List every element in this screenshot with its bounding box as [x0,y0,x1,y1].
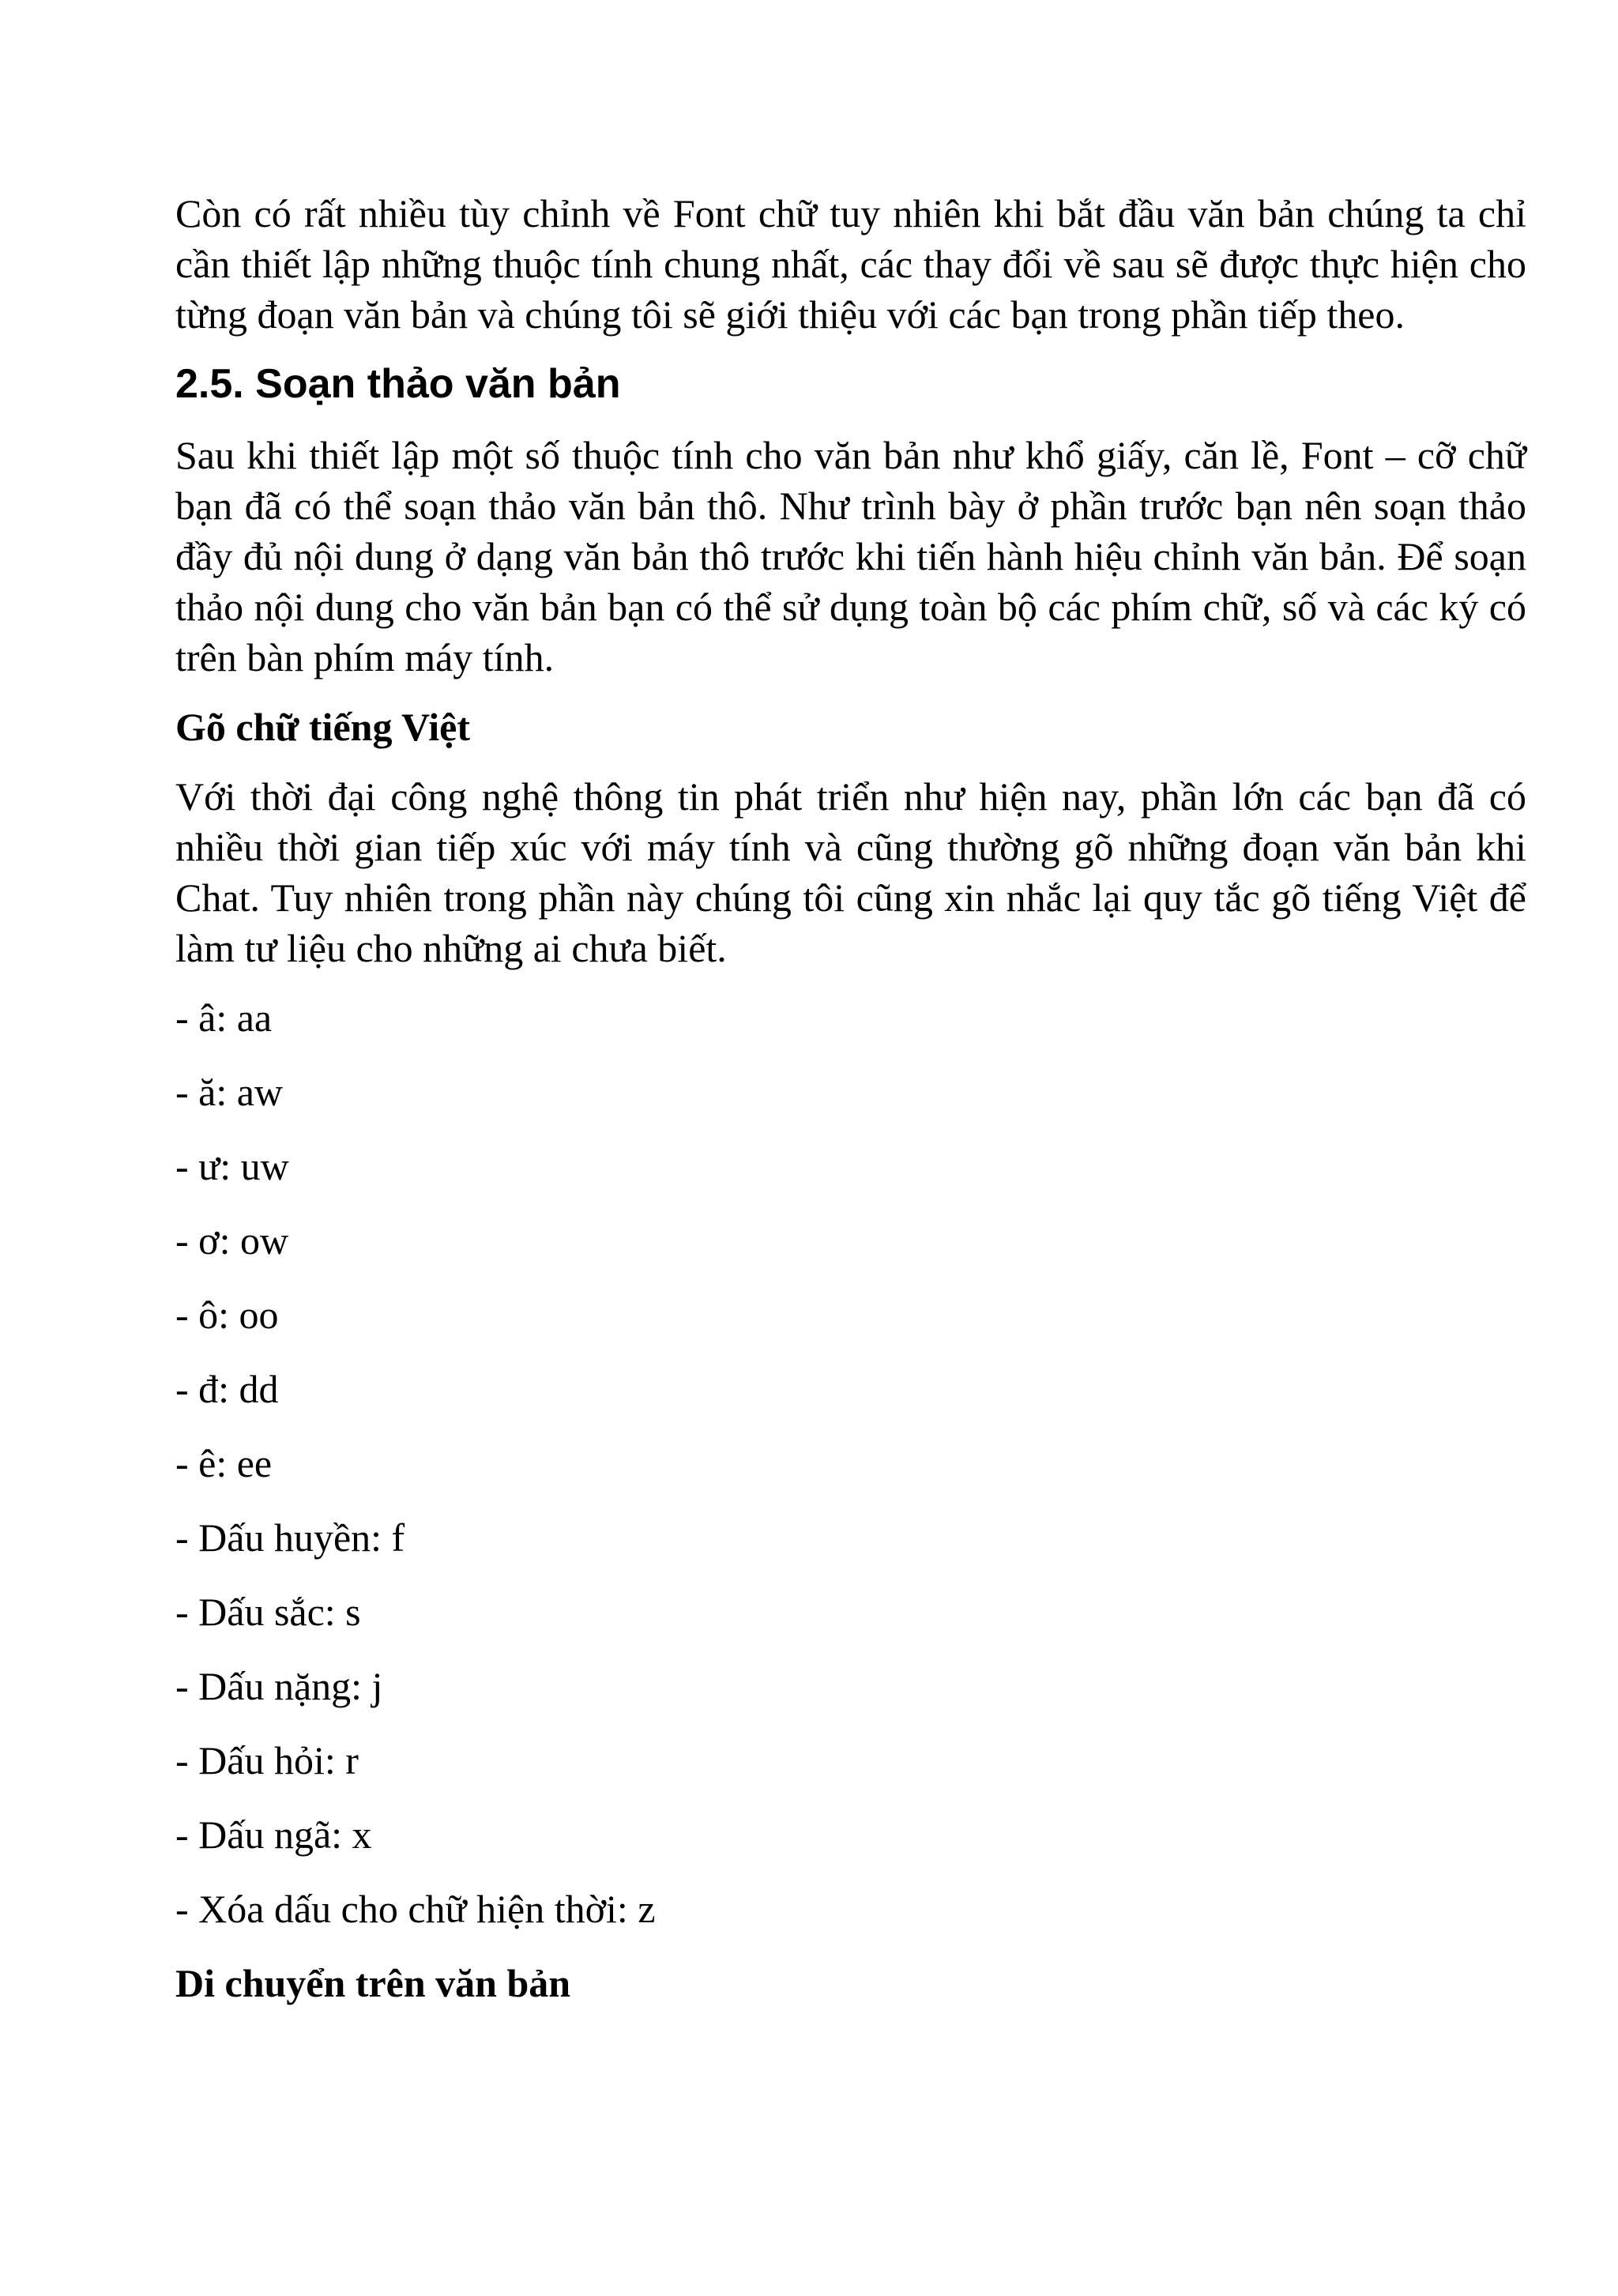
rule-item: - â: aa [175,996,273,1040]
rule-item: - đ: dd [175,1367,279,1411]
intro-paragraph: Còn có rất nhiều tùy chỉnh về Font chữ tuy nhiên khi bắt đầu văn bản chúng ta chỉ cần thiết lập những thuộc tính chung nhất, các thay đổi về sau sẽ được thực hiện cho từng đoạn văn bản và chúng tôi sẽ giới thiệu với các bạn trong phần tiếp theo. [175,191,1526,337]
navigation-heading: Di chuyển trên văn bản [175,1961,571,2005]
typing-rules-list [175,992,1526,1934]
section-paragraph: Sau khi thiết lập một số thuộc tính cho văn bản như khổ giấy, căn lề, Font – cỡ chữ bạn đã có thể soạn thảo văn bản thô. Như trình bày ở phần trước bạn nên soạn thảo đầy đủ nội dung ở dạng văn bản thô trước khi tiến hành hiệu chỉnh văn bản. Để soạn thảo nội dung cho văn bản bạn có thể sử dụng toàn bộ các phím chữ, số và các ký có trên bàn phím máy tính. [175,433,1526,679]
rule-item: - Xóa dấu cho chữ hiện thời: z [175,1887,656,1931]
rule-item: - Dấu sắc: s [175,1590,361,1634]
rule-item: - Dấu ngã: x [175,1812,372,1857]
rule-item: - Dấu huyền: f [175,1515,405,1560]
rule-item: - ă: aw [175,1070,284,1114]
rule-item: - ê: ee [175,1441,273,1485]
rule-item: - ư: uw [175,1144,289,1188]
typing-heading: Gõ chữ tiếng Việt [175,705,471,749]
section-heading: 2.5. Soạn thảo văn bản [175,361,621,407]
rule-item: - Dấu hỏi: r [175,1738,359,1782]
rule-item: - ô: oo [175,1293,279,1337]
rule-item: - ơ: ow [175,1218,289,1263]
typing-paragraph: Với thời đại công nghệ thông tin phát triển như hiện nay, phần lớn các bạn đã có nhiều thời gian tiếp xúc với máy tính và cũng thường gõ những đoạn văn bản khi Chat. Tuy nhiên trong phần này chúng tôi cũng xin nhắc lại quy tắc gõ tiếng Việt để làm tư liệu cho những ai chưa biết. [175,774,1526,970]
rule-item: - Dấu nặng: j [175,1664,383,1708]
page-content [175,188,1526,2027]
